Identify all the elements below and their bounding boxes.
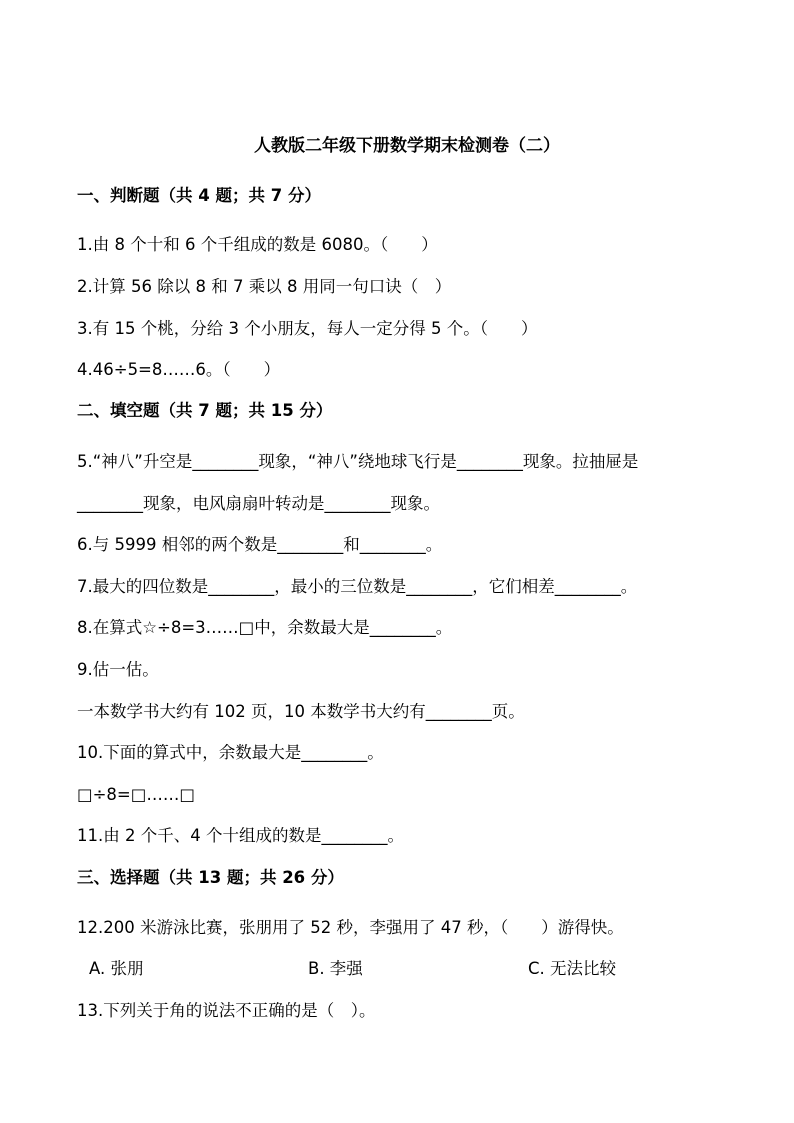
question-13: 13.下列关于角的说法不正确的是（ ）。: [77, 1001, 376, 1020]
question-7: 7.最大的四位数是________，最小的三位数是________，它们相差________。: [77, 577, 638, 596]
question-4: 4.46÷5=8……6。（ ）: [77, 360, 281, 379]
question-12: 12.200 米游泳比赛，张朋用了 52 秒，李强用了 47 秒，（ ）游得快。: [77, 918, 624, 937]
section-heading-multiple-choice: 三、选择题（共 13 题；共 26 分）: [77, 868, 344, 887]
question-5-line-2: ________现象，电风扇扇叶转动是________现象。: [77, 494, 440, 513]
question-10: 10.下面的算式中，余数最大是________。: [77, 743, 384, 762]
option-a: A. 张朋: [89, 959, 144, 978]
question-6: 6.与 5999 相邻的两个数是________和________。: [77, 535, 443, 554]
question-5-line-1: 5.“神八”升空是________现象，“神八”绕地球飞行是________现象。拉抽屉是: [77, 452, 639, 471]
question-9-detail: 一本数学书大约有 102 页，10 本数学书大约有________页。: [77, 702, 525, 721]
question-11: 11.由 2 个千、4 个十组成的数是________。: [77, 826, 404, 845]
section-heading-fill-in: 二、填空题（共 7 题；共 15 分）: [77, 401, 333, 420]
question-2: 2.计算 56 除以 8 和 7 乘以 8 用同一句口诀（ ）: [77, 277, 452, 296]
question-1: 1.由 8 个十和 6 个千组成的数是 6080。（ ）: [77, 235, 438, 254]
question-8: 8.在算式☆÷8=3……□中，余数最大是________。: [77, 618, 453, 637]
page-title: 人教版二年级下册数学期末检测卷（二）: [254, 136, 560, 156]
option-c: C. 无法比较: [528, 959, 617, 978]
question-10-expression: □÷8=□……□: [77, 785, 195, 804]
section-heading-true-false: 一、判断题（共 4 题；共 7 分）: [77, 186, 321, 205]
option-b: B. 李强: [308, 959, 363, 978]
question-3: 3.有 15 个桃，分给 3 个小朋友，每人一定分得 5 个。（ ）: [77, 319, 538, 338]
question-9: 9.估一估。: [77, 660, 159, 679]
